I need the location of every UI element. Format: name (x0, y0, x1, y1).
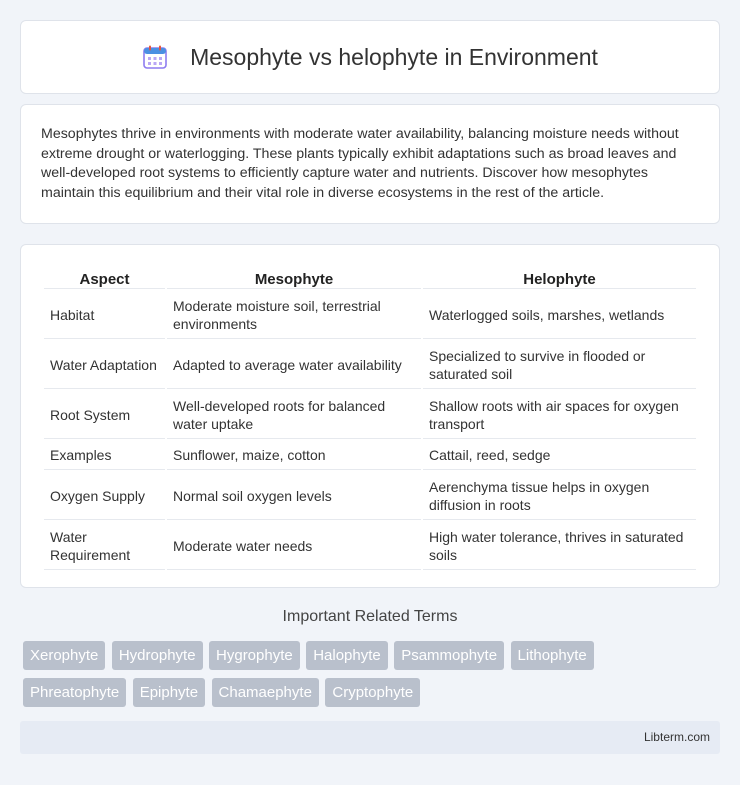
intro-card (20, 104, 720, 224)
cell-mesophyte: Well-developed roots for balanced water uptake (167, 391, 421, 439)
tag-hydrophyte[interactable]: Hydrophyte (112, 641, 203, 670)
related-terms-tags (23, 641, 723, 715)
tag-hygrophyte[interactable]: Hygrophyte (209, 641, 300, 670)
header-mesophyte: Mesophyte (167, 265, 421, 289)
cell-helophyte: Cattail, reed, sedge (423, 441, 696, 470)
tag-lithophyte[interactable]: Lithophyte (511, 641, 594, 670)
cell-helophyte: Aerenchyma tissue helps in oxygen diffusion in roots (423, 472, 696, 520)
title-card (20, 20, 720, 94)
tag-phreatophyte[interactable]: Phreatophyte (23, 678, 126, 707)
tag-halophyte[interactable]: Halophyte (306, 641, 388, 670)
intro-text: Mesophytes thrive in environments with moderate water availability, balancing moisture needs without extreme drought or waterlogging. These plants typically exhibit adaptations such as broad leaves and well-developed root systems to efficiently capture water and nutrients. Discover how mesophytes maintain this equilibrium and their vital role in diverse ecosystems in the rest of the article. (41, 126, 679, 201)
cell-mesophyte: Normal soil oxygen levels (167, 472, 421, 520)
table-row (44, 391, 696, 439)
table-row (44, 341, 696, 389)
cell-helophyte: Waterlogged soils, marshes, wetlands (423, 291, 696, 339)
cell-helophyte: High water tolerance, thrives in saturated soils (423, 522, 696, 570)
tag-epiphyte[interactable]: Epiphyte (133, 678, 205, 707)
cell-aspect: Water Requirement (44, 522, 165, 570)
cell-aspect: Oxygen Supply (44, 472, 165, 520)
table-row (44, 291, 696, 339)
cell-aspect: Water Adaptation (44, 341, 165, 389)
cell-aspect: Examples (44, 441, 165, 470)
table-header-row (44, 265, 696, 289)
comparison-table-card (20, 244, 720, 588)
table-row (44, 472, 696, 520)
header-aspect: Aspect (44, 265, 165, 289)
cell-helophyte: Specialized to survive in flooded or saturated soil (423, 341, 696, 389)
cell-aspect: Root System (44, 391, 165, 439)
cell-mesophyte: Moderate moisture soil, terrestrial environments (167, 291, 421, 339)
table-row (44, 522, 696, 570)
tag-xerophyte[interactable]: Xerophyte (23, 641, 105, 670)
cell-mesophyte: Adapted to average water availability (167, 341, 421, 389)
tag-chamaephyte[interactable]: Chamaephyte (212, 678, 319, 707)
cell-mesophyte: Sunflower, maize, cotton (167, 441, 421, 470)
tag-psammophyte[interactable]: Psammophyte (394, 641, 504, 670)
cell-mesophyte: Moderate water needs (167, 522, 421, 570)
footer-brand-link[interactable]: Libterm.com (643, 730, 710, 744)
table-row (44, 441, 696, 470)
cell-aspect: Habitat (44, 291, 165, 339)
cell-helophyte: Shallow roots with air spaces for oxygen transport (423, 391, 696, 439)
related-terms-title: Important Related Terms (282, 608, 458, 625)
comparison-table (42, 263, 698, 572)
header-helophyte: Helophyte (423, 265, 696, 289)
tag-cryptophyte[interactable]: Cryptophyte (325, 678, 420, 707)
calendar-icon (142, 44, 168, 70)
footer (20, 721, 720, 754)
page-title: Mesophyte vs helophyte in Environment (190, 43, 598, 70)
